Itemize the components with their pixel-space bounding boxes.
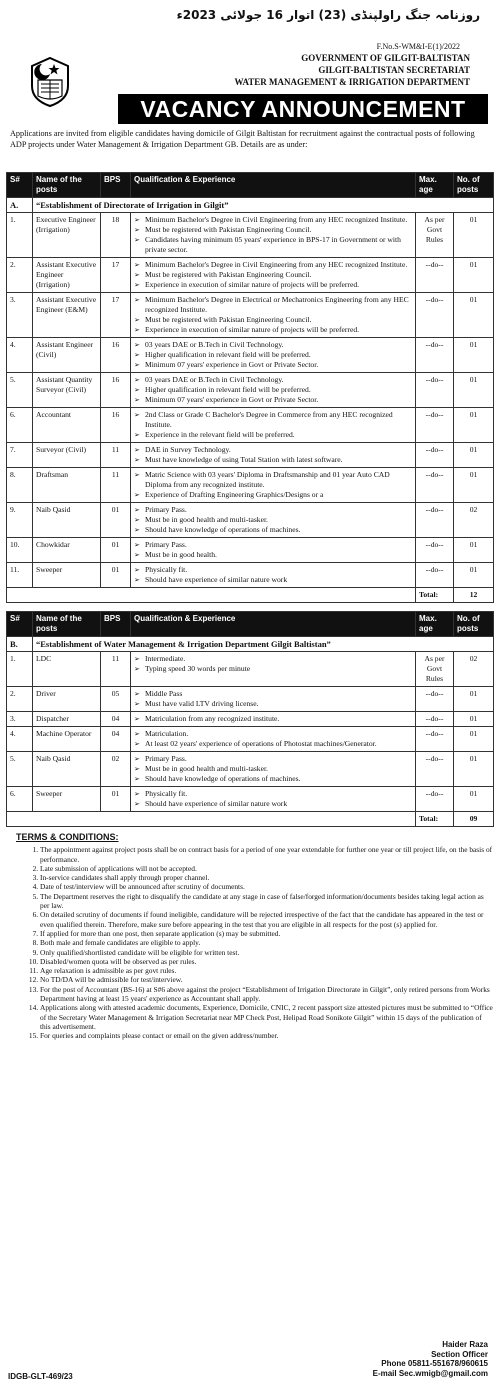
table-row bbox=[7, 293, 494, 338]
col-no-posts: No. of posts bbox=[454, 612, 494, 637]
row-post-name: Surveyor (Civil) bbox=[33, 443, 101, 468]
qualification-item: ➢ Primary Pass. bbox=[134, 754, 412, 764]
qualification-item: ➢ Middle Pass bbox=[134, 689, 412, 699]
row-qualifications bbox=[131, 408, 416, 443]
section-title: “Establishment of Water Management & Irrigation Department Gilgit Baltistan” bbox=[33, 637, 494, 652]
row-max-age: --do-- bbox=[416, 727, 454, 752]
col-sno: S# bbox=[7, 612, 33, 637]
header-line-3: WATER MANAGEMENT & IRRIGATION DEPARTMENT bbox=[234, 77, 470, 87]
qualification-item: ➢ Should have experience of similar nature work bbox=[134, 575, 412, 585]
row-no-posts: 01 bbox=[454, 727, 494, 752]
intro-paragraph: Applications are invited from eligible candidates having domicile of Gilgit Baltistan for recruitment against the contractual posts of following ADP projects under Water Management & Irrigation Department GB. Details are as under: bbox=[10, 129, 475, 149]
row-max-age: --do-- bbox=[416, 408, 454, 443]
vacancy-table-a bbox=[6, 172, 494, 603]
file-number: F.No.S-WM&I-E(1)/2022 bbox=[376, 42, 460, 51]
row-qualifications bbox=[131, 787, 416, 812]
qualification-item: ➢ Should have knowledge of operations of machines. bbox=[134, 525, 412, 535]
row-post-name: Executive Engineer (Irrigation) bbox=[33, 213, 101, 258]
table-row bbox=[7, 652, 494, 687]
row-no-posts: 01 bbox=[454, 787, 494, 812]
row-sno: 6. bbox=[7, 408, 33, 443]
row-sno: 5. bbox=[7, 752, 33, 787]
row-qualifications bbox=[131, 293, 416, 338]
row-max-age: --do-- bbox=[416, 687, 454, 712]
row-post-name: Draftsman bbox=[33, 468, 101, 503]
row-post-name: Assistant Quantity Surveyor (Civil) bbox=[33, 373, 101, 408]
row-post-name: Sweeper bbox=[33, 563, 101, 588]
qualification-item: ➢ Minimum Bachelor's Degree in Civil Engineering from any HEC recognized Institute. bbox=[134, 260, 412, 270]
qualification-item: ➢ 2nd Class or Grade C Bachelor's Degree in Commerce from any HEC recognized Institute. bbox=[134, 410, 412, 430]
section-row bbox=[7, 637, 494, 652]
total-label: Total: bbox=[416, 812, 454, 827]
row-max-age: As per Govt Rules bbox=[416, 213, 454, 258]
table-row bbox=[7, 687, 494, 712]
term-item: 3. In-service candidates shall apply through proper channel. bbox=[40, 873, 494, 882]
row-no-posts: 01 bbox=[454, 443, 494, 468]
row-max-age: --do-- bbox=[416, 712, 454, 727]
table-row bbox=[7, 563, 494, 588]
row-qualifications bbox=[131, 538, 416, 563]
qualification-item: ➢ Should have experience of similar nature work bbox=[134, 799, 412, 809]
qualification-item: ➢ Typing speed 30 words per minute bbox=[134, 664, 412, 674]
row-post-name: Assistant Engineer (Civil) bbox=[33, 338, 101, 373]
term-item: 13. For the post of Accountant (BS-16) at S#6 above against the project “Establishment of Irrigation Directorate in Gilgit”, only retired persons from Works Department having at least 15 years' experience as Accountant shall apply. bbox=[40, 985, 494, 1004]
header-line-2: GILGIT-BALTISTAN SECRETARIAT bbox=[318, 65, 470, 75]
qualification-item: ➢ Higher qualification in relevant field will be preferred. bbox=[134, 350, 412, 360]
total-row bbox=[7, 812, 494, 827]
row-max-age: --do-- bbox=[416, 373, 454, 408]
row-sno: 10. bbox=[7, 538, 33, 563]
header-line-1: GOVERNMENT OF GILGIT-BALTISTAN bbox=[301, 53, 470, 63]
row-max-age: --do-- bbox=[416, 752, 454, 787]
term-item: 8. Both male and female candidates are eligible to apply. bbox=[40, 938, 494, 947]
row-post-name: Accountant bbox=[33, 408, 101, 443]
qualification-item: ➢ Minimum Bachelor's Degree in Electrical or Mechatronics Engineering from any HEC recognized Institute. bbox=[134, 295, 412, 315]
qualification-item: ➢ Must be registered with Pakistan Engineering Council. bbox=[134, 315, 412, 325]
qualification-item: ➢ Physically fit. bbox=[134, 789, 412, 799]
row-bps: 17 bbox=[101, 258, 131, 293]
signature-block bbox=[373, 1340, 488, 1378]
qualification-item: ➢ Should have knowledge of operations of machines. bbox=[134, 774, 412, 784]
row-no-posts: 01 bbox=[454, 712, 494, 727]
terms-list bbox=[10, 845, 494, 1040]
row-qualifications bbox=[131, 443, 416, 468]
qualification-item: ➢ Matric Science with 03 years' Diploma in Draftsmanship and 01 year Auto CAD Diploma from any recognized institute. bbox=[134, 470, 412, 490]
qualification-item: ➢ Must be registered with Pakistan Engineering Council. bbox=[134, 225, 412, 235]
table-row bbox=[7, 712, 494, 727]
row-bps: 16 bbox=[101, 373, 131, 408]
row-max-age: --do-- bbox=[416, 258, 454, 293]
row-qualifications bbox=[131, 752, 416, 787]
term-item: 5. The Department reserves the right to disqualify the candidate at any stage in case of false/forged information/documents besides taking legal action as per law. bbox=[40, 892, 494, 911]
qualification-item: ➢ Physically fit. bbox=[134, 565, 412, 575]
col-bps: BPS bbox=[101, 173, 131, 198]
qualification-item: ➢ Matriculation from any recognized institute. bbox=[134, 714, 412, 724]
row-qualifications bbox=[131, 258, 416, 293]
row-max-age: --do-- bbox=[416, 503, 454, 538]
qualification-item: ➢ DAE in Survey Technology. bbox=[134, 445, 412, 455]
row-sno: 4. bbox=[7, 338, 33, 373]
row-max-age: --do-- bbox=[416, 538, 454, 563]
table-header-row bbox=[7, 173, 494, 198]
term-item: 15. For queries and complaints please contact or email on the given address/number. bbox=[40, 1031, 494, 1040]
qualification-item: ➢ Primary Pass. bbox=[134, 505, 412, 515]
row-sno: 1. bbox=[7, 652, 33, 687]
qualification-item: ➢ Experience in execution of similar nature of projects will be preferred. bbox=[134, 325, 412, 335]
row-max-age: --do-- bbox=[416, 563, 454, 588]
table-row bbox=[7, 213, 494, 258]
col-name: Name of the posts bbox=[33, 612, 101, 637]
row-max-age: --do-- bbox=[416, 787, 454, 812]
section-label: B. bbox=[7, 637, 33, 652]
row-max-age: --do-- bbox=[416, 468, 454, 503]
row-no-posts: 01 bbox=[454, 687, 494, 712]
row-sno: 4. bbox=[7, 727, 33, 752]
total-label: Total: bbox=[416, 588, 454, 603]
row-sno: 1. bbox=[7, 213, 33, 258]
qualification-item: ➢ Intermediate. bbox=[134, 654, 412, 664]
term-item: 14. Applications along with attested academic documents, Experience, Domicile, CNIC, 2 recent passport size attested pictures must be submitted to “Office of the Secretary Water Management & Irrigation Secretariat near MP Check Post, Helipad Road Sonikote Gilgit” within 15 days of the publication of this advertisement. bbox=[40, 1003, 494, 1031]
row-bps: 11 bbox=[101, 652, 131, 687]
table-row bbox=[7, 408, 494, 443]
table-row bbox=[7, 443, 494, 468]
row-no-posts: 02 bbox=[454, 503, 494, 538]
row-bps: 01 bbox=[101, 503, 131, 538]
signatory-designation: Section Officer bbox=[431, 1349, 488, 1359]
term-item: 11. Age relaxation is admissible as per govt rules. bbox=[40, 966, 494, 975]
table-row bbox=[7, 468, 494, 503]
contact-phone: Phone 05811-551678/960615 bbox=[381, 1359, 488, 1369]
row-sno: 9. bbox=[7, 503, 33, 538]
row-qualifications bbox=[131, 213, 416, 258]
row-bps: 16 bbox=[101, 408, 131, 443]
terms-and-conditions bbox=[10, 833, 494, 1041]
row-no-posts: 02 bbox=[454, 652, 494, 687]
qualification-item: ➢ Candidates having minimum 05 years' experience in BPS-17 in Government or with private sector. bbox=[134, 235, 412, 255]
department-header bbox=[120, 52, 470, 88]
total-row bbox=[7, 588, 494, 603]
qualification-item: ➢ 03 years DAE or B.Tech in Civil Technology. bbox=[134, 340, 412, 350]
row-qualifications bbox=[131, 373, 416, 408]
row-sno: 6. bbox=[7, 787, 33, 812]
row-no-posts: 01 bbox=[454, 213, 494, 258]
row-post-name: Assistant Executive Engineer (Irrigation) bbox=[33, 258, 101, 293]
row-post-name: Naib Qasid bbox=[33, 752, 101, 787]
table-header-row bbox=[7, 612, 494, 637]
col-no-posts: No. of posts bbox=[454, 173, 494, 198]
term-item: 9. Only qualified/shortlisted candidate will be eligible for written test. bbox=[40, 948, 494, 957]
total-value: 12 bbox=[454, 588, 494, 603]
term-item: 6. On detailed scrutiny of documents if found ineligible, candidature will be rejected irrespective of the fact that the candidate has appeared in the test or even qualified therein. Therefore, make sure before appearing in the test that you are eligible in all respects for the post (s) applied for. bbox=[40, 910, 494, 929]
row-max-age: --do-- bbox=[416, 443, 454, 468]
row-post-name: Driver bbox=[33, 687, 101, 712]
col-sno: S# bbox=[7, 173, 33, 198]
term-item: 12. No TD/DA will be admissible for test/interview. bbox=[40, 975, 494, 984]
term-item: 4. Date of test/interview will be announced after scrutiny of documents. bbox=[40, 882, 494, 891]
row-no-posts: 01 bbox=[454, 563, 494, 588]
table-row bbox=[7, 338, 494, 373]
row-no-posts: 01 bbox=[454, 752, 494, 787]
section-title: “Establishment of Directorate of Irrigation in Gilgit” bbox=[33, 198, 494, 213]
row-post-name: Chowkidar bbox=[33, 538, 101, 563]
row-sno: 11. bbox=[7, 563, 33, 588]
table-row bbox=[7, 787, 494, 812]
term-item: 10. Disabled/women quota will be observed as per rules. bbox=[40, 957, 494, 966]
row-no-posts: 01 bbox=[454, 468, 494, 503]
contact-email: E-mail Sec.wmigb@gmail.com bbox=[372, 1368, 488, 1378]
page-title: VACANCY ANNOUNCEMENT bbox=[118, 94, 488, 124]
table-row bbox=[7, 727, 494, 752]
term-item: 1. The appointment against project posts shall be on contract basis for a period of one year extendable for further one year or till project life, on the basis of performance. bbox=[40, 845, 494, 864]
row-bps: 11 bbox=[101, 443, 131, 468]
qualification-item: ➢ Must be registered with Pakistan Engineering Council. bbox=[134, 270, 412, 280]
row-bps: 11 bbox=[101, 468, 131, 503]
row-bps: 01 bbox=[101, 563, 131, 588]
row-no-posts: 01 bbox=[454, 338, 494, 373]
row-bps: 02 bbox=[101, 752, 131, 787]
qualification-item: ➢ Must be in good health and multi-tasker. bbox=[134, 764, 412, 774]
gb-emblem-icon bbox=[28, 56, 72, 108]
row-max-age: --do-- bbox=[416, 338, 454, 373]
qualification-item: ➢ Experience in execution of similar nature of projects will be preferred. bbox=[134, 280, 412, 290]
row-post-name: LDC bbox=[33, 652, 101, 687]
col-max-age: Max. age bbox=[416, 173, 454, 198]
row-qualifications bbox=[131, 338, 416, 373]
qualification-item: ➢ Minimum 07 years' experience in Govt or Private Sector. bbox=[134, 395, 412, 405]
row-bps: 01 bbox=[101, 787, 131, 812]
section-row bbox=[7, 198, 494, 213]
terms-heading: TERMS & CONDITIONS: bbox=[16, 832, 119, 842]
qualification-item: ➢ Must be in good health and multi-tasker. bbox=[134, 515, 412, 525]
term-item: 7. If applied for more than one post, then separate application (s) may be submitted. bbox=[40, 929, 494, 938]
row-no-posts: 01 bbox=[454, 538, 494, 563]
section-label: A. bbox=[7, 198, 33, 213]
row-max-age: As per Govt Rules bbox=[416, 652, 454, 687]
table-row bbox=[7, 258, 494, 293]
qualification-item: ➢ Matriculation. bbox=[134, 729, 412, 739]
row-no-posts: 01 bbox=[454, 408, 494, 443]
row-qualifications bbox=[131, 503, 416, 538]
row-sno: 3. bbox=[7, 293, 33, 338]
vacancy-table-b bbox=[6, 611, 494, 827]
row-qualifications bbox=[131, 468, 416, 503]
table-row bbox=[7, 752, 494, 787]
qualification-item: ➢ Minimum Bachelor's Degree in Civil Engineering from any HEC recognized Institute. bbox=[134, 215, 412, 225]
row-sno: 2. bbox=[7, 258, 33, 293]
qualification-item: ➢ Must be in good health. bbox=[134, 550, 412, 560]
qualification-item: ➢ At least 02 years' experience of operations of Photostat machines/Generator. bbox=[134, 739, 412, 749]
qualification-item: ➢ Minimum 07 years' experience in Govt or Private Sector. bbox=[134, 360, 412, 370]
row-sno: 2. bbox=[7, 687, 33, 712]
col-bps: BPS bbox=[101, 612, 131, 637]
row-qualifications bbox=[131, 652, 416, 687]
table-row bbox=[7, 538, 494, 563]
signatory-name: Haider Raza bbox=[442, 1340, 488, 1349]
row-qualifications bbox=[131, 687, 416, 712]
qualification-item: ➢ Experience of Drafting Engineering Graphics/Designs or a bbox=[134, 490, 412, 500]
row-no-posts: 01 bbox=[454, 373, 494, 408]
term-item: 2. Late submission of applications will not be accepted. bbox=[40, 864, 494, 873]
qualification-item: ➢ 03 years DAE or B.Tech in Civil Technology. bbox=[134, 375, 412, 385]
row-sno: 5. bbox=[7, 373, 33, 408]
col-max-age: Max. age bbox=[416, 612, 454, 637]
row-sno: 3. bbox=[7, 712, 33, 727]
row-max-age: --do-- bbox=[416, 293, 454, 338]
row-sno: 7. bbox=[7, 443, 33, 468]
row-post-name: Assistant Executive Engineer (E&M) bbox=[33, 293, 101, 338]
row-qualifications bbox=[131, 712, 416, 727]
row-bps: 04 bbox=[101, 712, 131, 727]
qualification-item: ➢ Higher qualification in relevant field will be preferred. bbox=[134, 385, 412, 395]
qualification-item: ➢ Must have knowledge of using Total Station with latest software. bbox=[134, 455, 412, 465]
row-post-name: Naib Qasid bbox=[33, 503, 101, 538]
qualification-item: ➢ Experience in the relevant field will be preferred. bbox=[134, 430, 412, 440]
row-no-posts: 01 bbox=[454, 293, 494, 338]
row-post-name: Sweeper bbox=[33, 787, 101, 812]
row-no-posts: 01 bbox=[454, 258, 494, 293]
newspaper-dateline: روزنامہ جنگ راولپنڈی (23) اتوار 16 جولائی 2023ء bbox=[176, 8, 480, 22]
row-post-name: Machine Operator bbox=[33, 727, 101, 752]
row-post-name: Dispatcher bbox=[33, 712, 101, 727]
row-bps: 16 bbox=[101, 338, 131, 373]
row-bps: 17 bbox=[101, 293, 131, 338]
table-row bbox=[7, 373, 494, 408]
row-qualifications bbox=[131, 563, 416, 588]
row-bps: 01 bbox=[101, 538, 131, 563]
col-name: Name of the posts bbox=[33, 173, 101, 198]
advert-reference: IDGB-GLT-469/23 bbox=[8, 1372, 73, 1381]
row-bps: 18 bbox=[101, 213, 131, 258]
row-bps: 05 bbox=[101, 687, 131, 712]
row-bps: 04 bbox=[101, 727, 131, 752]
col-qualification: Qualification & Experience bbox=[131, 173, 416, 198]
col-qualification: Qualification & Experience bbox=[131, 612, 416, 637]
table-row bbox=[7, 503, 494, 538]
row-sno: 8. bbox=[7, 468, 33, 503]
row-qualifications bbox=[131, 727, 416, 752]
total-value: 09 bbox=[454, 812, 494, 827]
qualification-item: ➢ Primary Pass. bbox=[134, 540, 412, 550]
qualification-item: ➢ Must have valid LTV driving license. bbox=[134, 699, 412, 709]
